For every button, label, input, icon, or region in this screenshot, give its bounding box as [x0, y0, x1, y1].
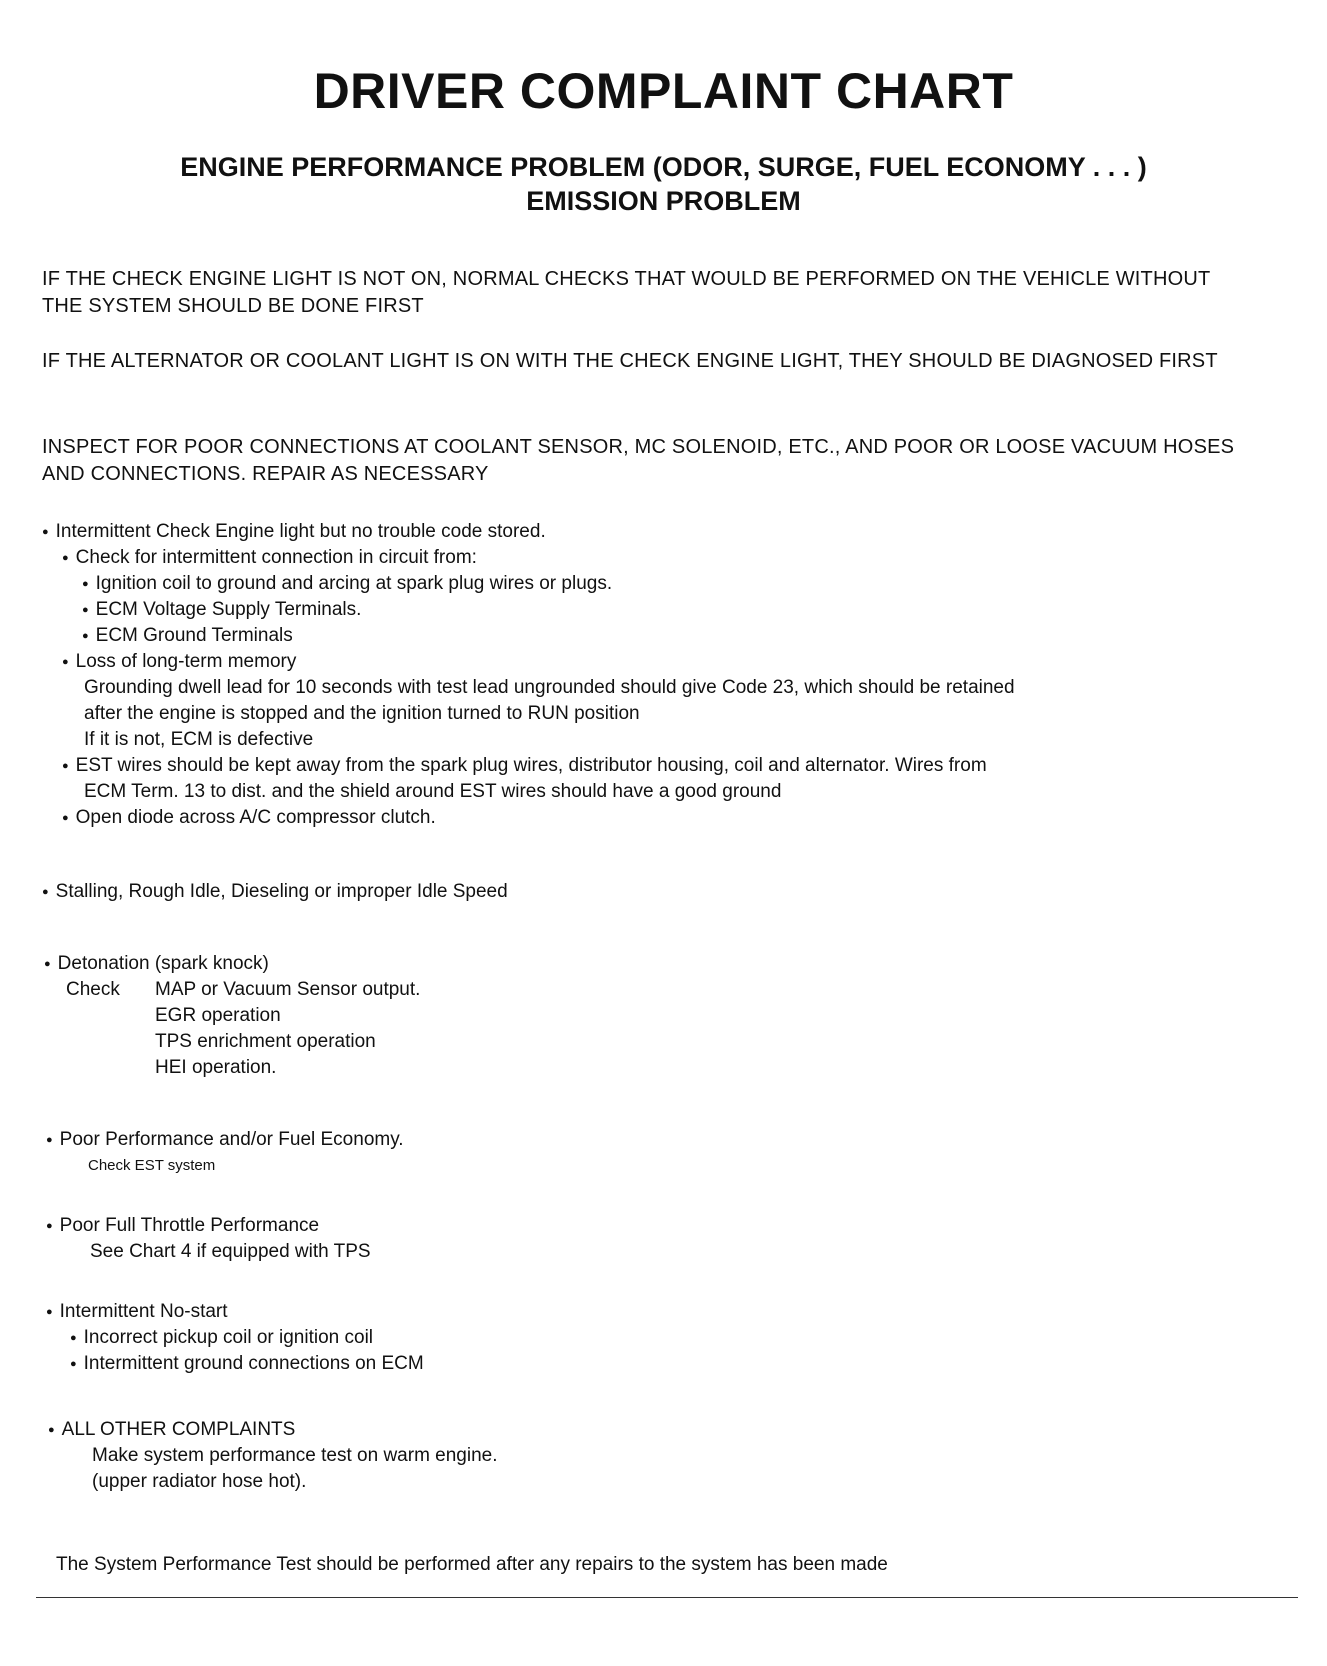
list-item-ecm-voltage: ● ECM Voltage Supply Terminals.: [82, 598, 361, 624]
complaint-all-other: ● ALL OTHER COMPLAINTS: [48, 1418, 295, 1444]
footer-divider: [36, 1597, 1298, 1598]
detonation-item-tps: TPS enrichment operation: [155, 1031, 376, 1052]
list-item-diode: ● Open diode across A/C compressor clutch.: [62, 806, 436, 832]
complaint-no-start: ● Intermittent No-start: [46, 1300, 228, 1326]
list-item-memory: ● Loss of long-term memory: [62, 650, 296, 676]
intro-paragraph-alternator: IF THE ALTERNATOR OR COOLANT LIGHT IS ON WITH THE CHECK ENGINE LIGHT, THEY SHOULD BE DIAGNOSED FIRST: [42, 350, 1218, 372]
poor-performance-note: Check EST system: [88, 1157, 216, 1174]
subtitle-performance: ENGINE PERFORMANCE PROBLEM (ODOR, SURGE, FUEL ECONOMY . . . ): [180, 152, 1147, 182]
no-start-item-ground: ● Intermittent ground connections on ECM: [70, 1352, 424, 1378]
complaint-poor-performance: ● Poor Performance and/or Fuel Economy.: [46, 1128, 404, 1154]
memory-text-line3: If it is not, ECM is defective: [84, 729, 314, 750]
intro-paragraph-check-engine: IF THE CHECK ENGINE LIGHT IS NOT ON, NORMAL CHECKS THAT WOULD BE PERFORMED ON THE VEHICLE WITHOUT THE SYSTEM SHOULD BE DONE FIRST: [42, 268, 1211, 317]
memory-text-line2: after the engine is stopped and the ignition turned to RUN position: [84, 703, 640, 724]
list-item-ignition-coil: ● Ignition coil to ground and arcing at spark plug wires or plugs.: [82, 572, 612, 598]
detonation-item-map: MAP or Vacuum Sensor output.: [155, 979, 421, 1000]
detonation-item-hei: HEI operation.: [155, 1057, 277, 1078]
complaint-full-throttle: ● Poor Full Throttle Performance: [46, 1214, 319, 1240]
complaint-stalling: ● Stalling, Rough Idle, Dieseling or improper Idle Speed: [42, 880, 508, 906]
all-other-text-line1: Make system performance test on warm engine.: [92, 1445, 498, 1466]
list-item-ecm-ground: ● ECM Ground Terminals: [82, 624, 293, 650]
memory-text-line1: Grounding dwell lead for 10 seconds with test lead ungrounded should give Code 23, which should be retained: [84, 677, 1015, 698]
complaint-detonation: ● Detonation (spark knock): [44, 952, 269, 978]
subtitle-emission: EMISSION PROBLEM: [526, 186, 801, 216]
list-item-check-connection: ● Check for intermittent connection in circuit from:: [62, 546, 477, 572]
list-item-est-wires: ● EST wires should be kept away from the spark plug wires, distributor housing, coil and alternator. Wires from: [62, 754, 987, 780]
complaint-intermittent-light: ● Intermittent Check Engine light but no trouble code stored.: [42, 520, 546, 546]
est-wires-text-line2: ECM Term. 13 to dist. and the shield around EST wires should have a good ground: [84, 781, 782, 802]
intro-paragraph-inspect: INSPECT FOR POOR CONNECTIONS AT COOLANT SENSOR, MC SOLENOID, ETC., AND POOR OR LOOSE VACUUM HOSES AND CONNECTIONS. REPAIR AS NECESSARY: [42, 436, 1235, 485]
no-start-item-pickup: ● Incorrect pickup coil or ignition coil: [70, 1326, 373, 1352]
full-throttle-note: See Chart 4 if equipped with TPS: [90, 1241, 371, 1262]
detonation-check-label: Check: [66, 979, 120, 1000]
detonation-item-egr: EGR operation: [155, 1005, 281, 1026]
page-title: DRIVER COMPLAINT CHART: [313, 63, 1014, 119]
footer-note: The System Performance Test should be performed after any repairs to the system has been made: [56, 1554, 888, 1575]
all-other-text-line2: (upper radiator hose hot).: [92, 1471, 307, 1492]
